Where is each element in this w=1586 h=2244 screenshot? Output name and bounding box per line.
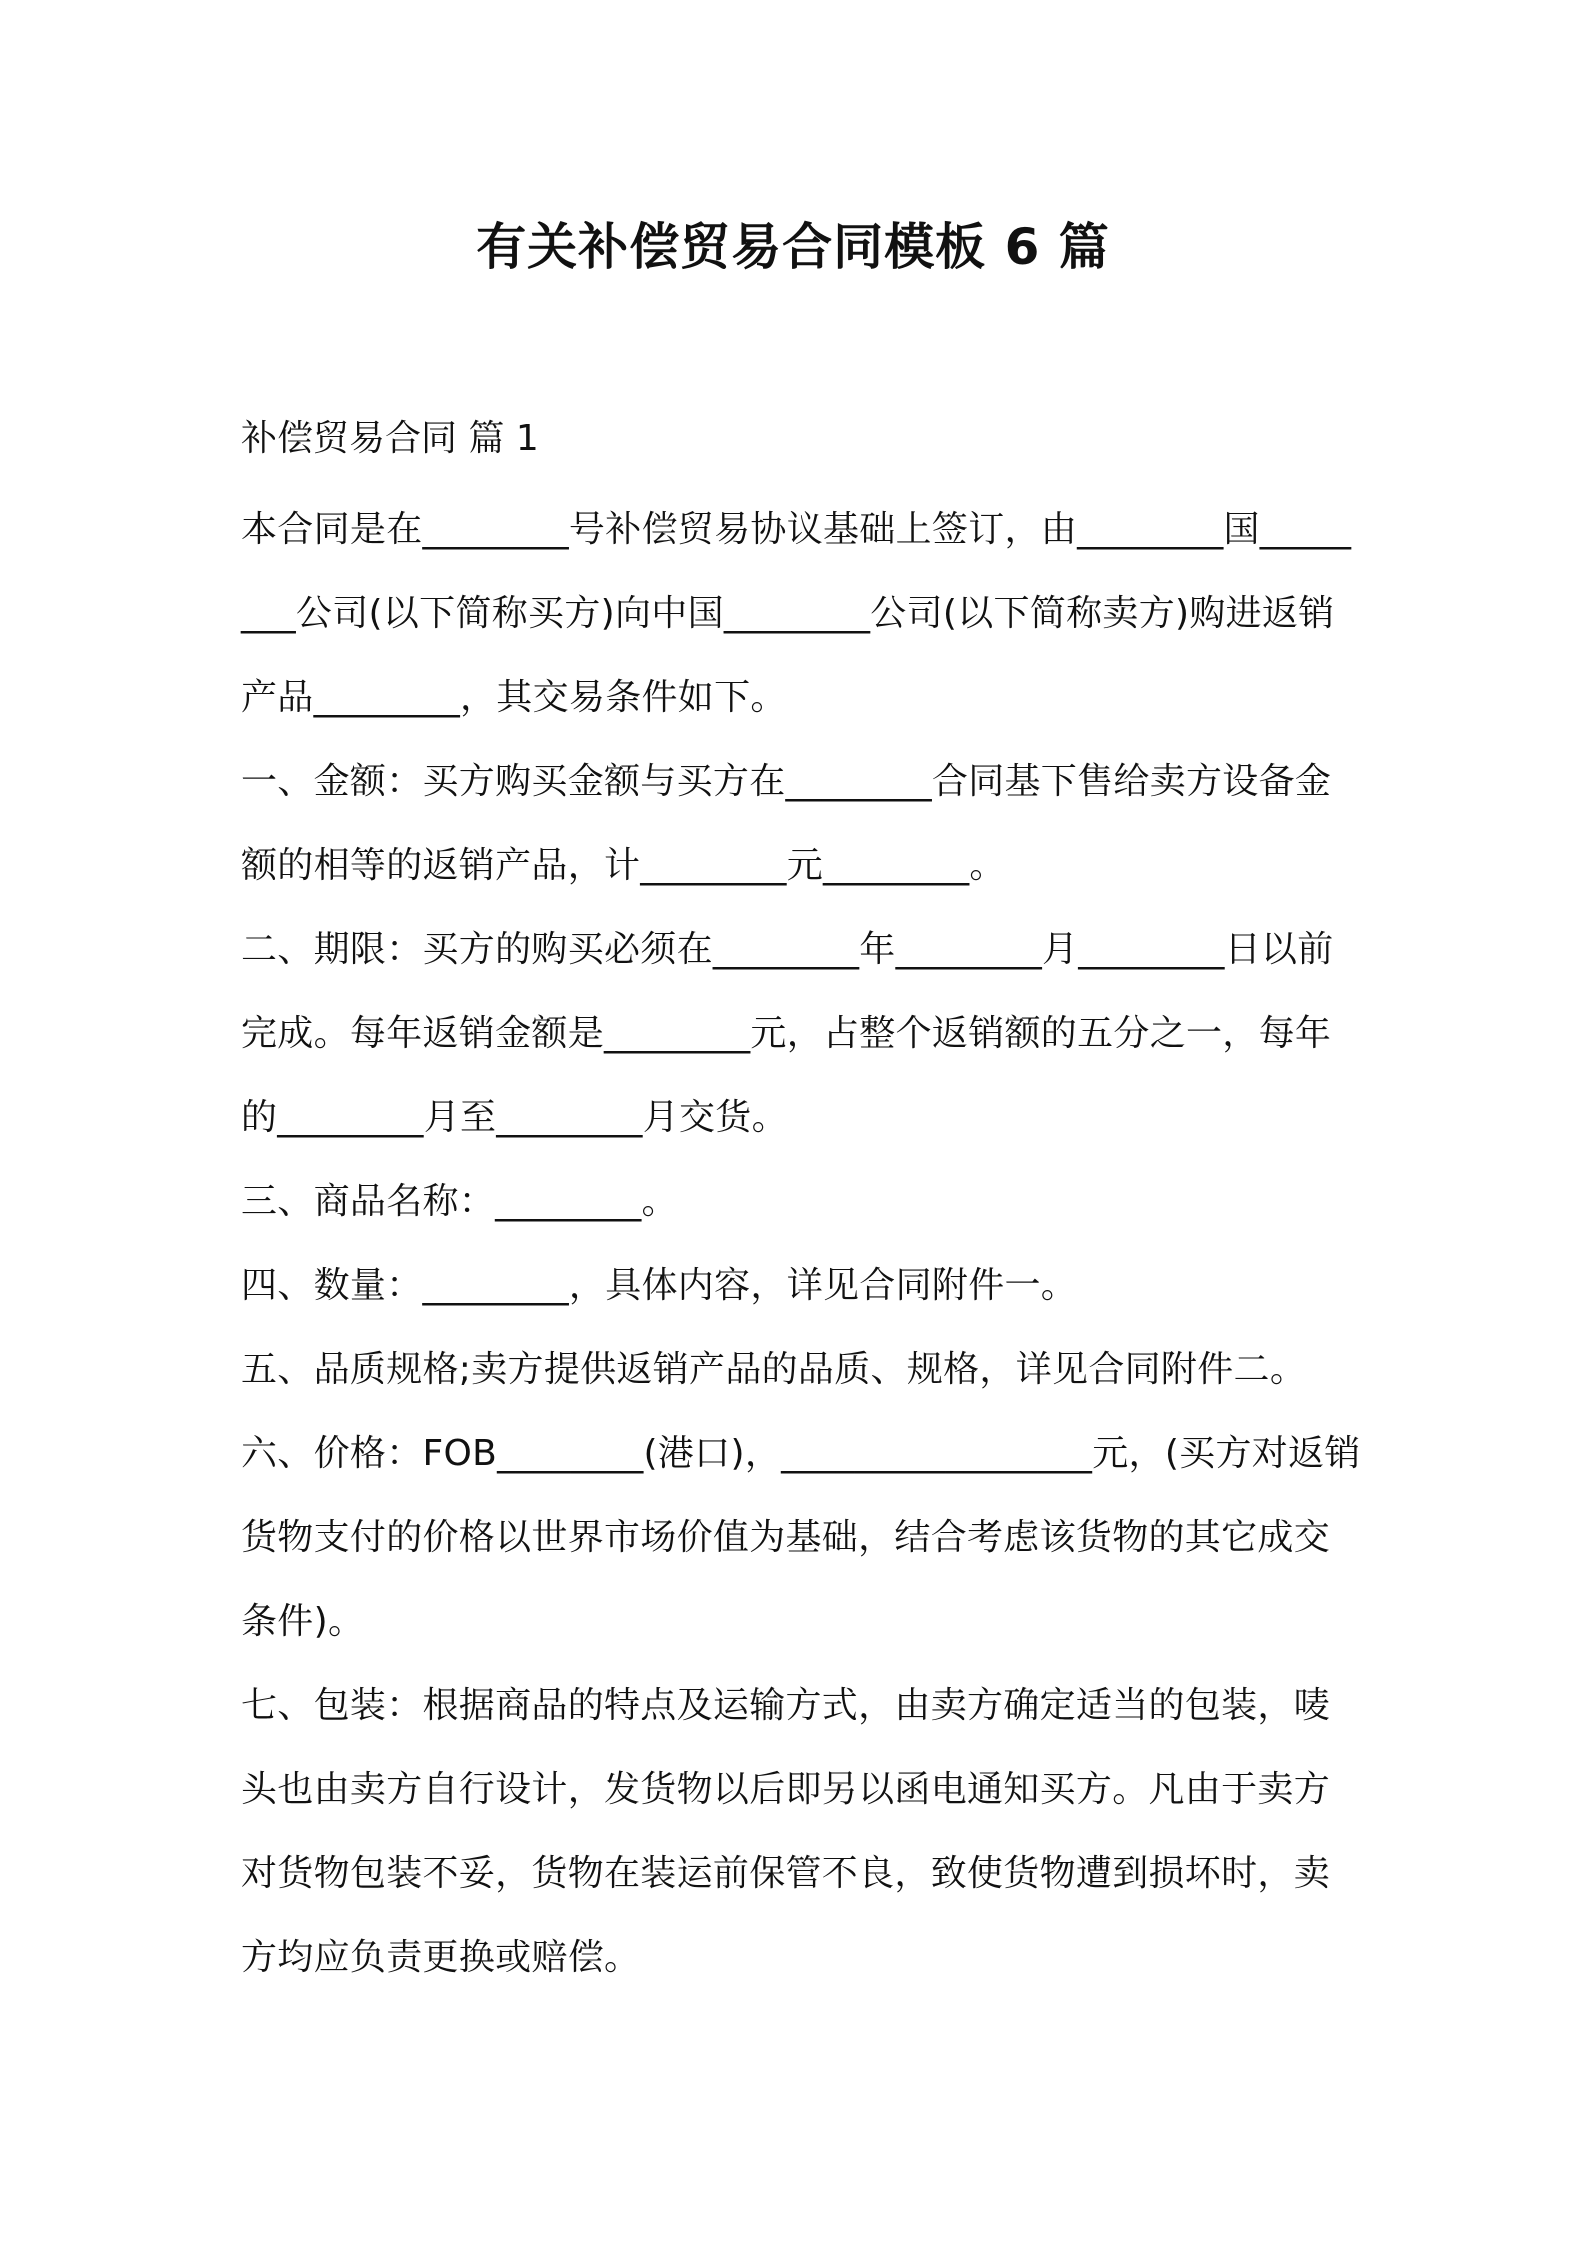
paragraph-quality: 五、品质规格;卖方提供返销产品的品质、规格，详见合同附件二。 [241, 1349, 1307, 1390]
paragraph-amount: 一、金额：买方购买金额与买方在________合同基下售给卖方设备金额的相等的返销产品，计________元________。 [241, 761, 1332, 886]
paragraph-packing: 七、包装：根据商品的特点及运输方式，由卖方确定适当的包装，唛头也由卖方自行设计，发货物以后即另以函电通知买方。凡由于卖方对货物包装不妥，货物在装运前保管不良，致使货物遭到损坏时，卖方均应负责更换或赔偿。 [241, 1685, 1331, 1978]
paragraph-product-name: 三、商品名称：________。 [241, 1181, 678, 1222]
paragraph-quantity: 四、数量：________，具体内容，详见合同附件一。 [241, 1265, 1078, 1306]
paragraph-term: 二、期限：买方的购买必须在________年________月________日以前完成。每年返销金额是________元，占整个返销额的五分之一，每年的________月至________月交货。 [241, 929, 1334, 1138]
document-title: 有关补偿贸易合同模板 6 篇 [476, 218, 1110, 276]
paragraph-price: 六、价格：FOB________(港口)，_________________元，(买方对返销货物支付的价格以世界市场价值为基础，结合考虑该货物的其它成交条件)。 [241, 1433, 1361, 1642]
paragraph-intro: 本合同是在________号补偿贸易协议基础上签订，由________国________公司(以下简称买方)向中国________公司(以下简称卖方)购进返销产品________，其交易条件如下。 [241, 509, 1352, 718]
document-body [241, 404, 1366, 2000]
section-heading: 补偿贸易合同 篇 1 [241, 418, 539, 459]
